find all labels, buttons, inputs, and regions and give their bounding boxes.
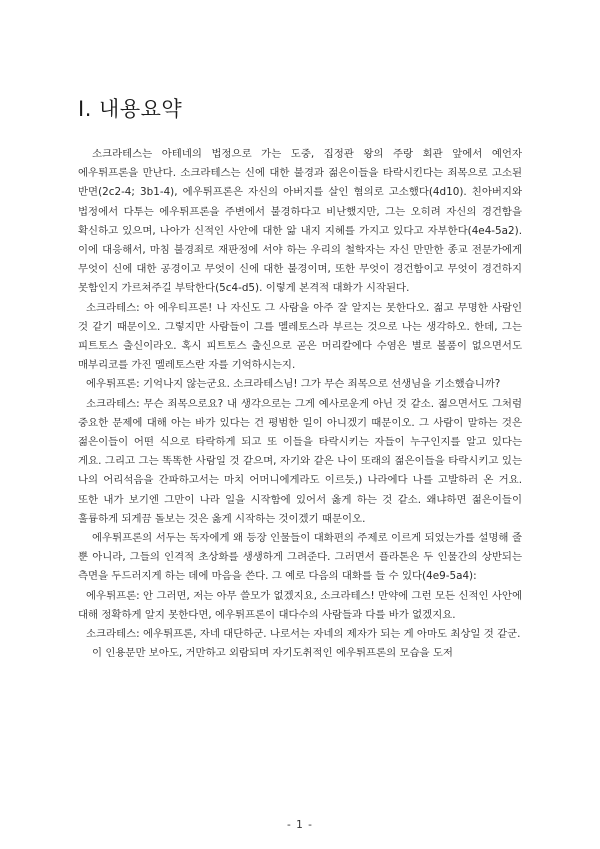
paragraph-euthyphro-quote-2: 에우튀프론: 안 그러면, 저는 아무 쓸모가 없겠지요, 소크라테스! 만약에 그런 모든 신적인 사안에 대해 정확하게 알지 못한다면, 에우튀프론이 대다수의 사람들과 다를 바가 없겠지요. [78, 589, 522, 621]
document-body [78, 145, 522, 663]
paragraph-socrates-quote-2: 소크라테스: 무슨 죄목으로요? 내 생각으로는 그게 예사로운게 아닌 것 같소. 젊으면서도 그처럼 중요한 문제에 대해 아는 바가 있다는 건 평범한 일이 아니겠기 때문이오. 그 사람이 말하는 것은 젊은이들이 어떤 식으로 타락하게 되고 또 이들을 타락시키는 자들이 누구인지를 알고 있다는 게요. 그리고 그는 똑똑한 사람일 것 같으며, 자기와 같은 나이 또래의 젊은이들을 타락시키고 있는 나의 어리석음을 간파하고서는 마치 어머니에게라도 이르듯,) 나라에다 나를 고발하러 온 거요. 또한 내가 보기엔 그만이 나라 일을 시작함에 있어서 옳게 하는 것 같소. 왜냐하면 젊은이들이 훌륭하게 되게끔 돌보는 것은 옳게 시작하는 것이겠기 때문이오. [78, 397, 522, 525]
paragraph-euthyphro-quote-1: 에우튀프론: 기억나지 않는군요. 소크라테스님! 그가 무슨 죄목으로 선생님을 기소했습니까? [86, 378, 501, 391]
paragraph-commentary: 에우튀프론의 서두는 독자에게 왜 등장 인물들이 대화편의 주제로 이르게 되었는가를 설명해 줄 뿐 아니라, 그들의 인격적 초상화를 생생하게 그려준다. 그러면서 플라톤은 두 인물간의 상반되는 측면을 두드러지게 하는 데에 마음을 쓴다. 그 예로 다음의 대화를 들 수 있다(4e9-5a4): [78, 532, 522, 583]
paragraph-summary-intro: 소크라테스는 아테네의 법정으로 가는 도중, 집정관 왕의 주랑 회관 앞에서 예언자 에우튀프론을 만난다. 소크라테스는 신에 대한 불경과 젊은이들을 타락시킨다는 죄목으로 고소된 반면(2c2-4; 3b1-4), 에우튀프론은 자신의 아버지를 살인 혐의로 고소했다(4d10). 친아버지와 법정에서 다투는 에우튀프론을 주변에서 불경하다고 비난했지만, 그는 오히려 자신의 경건함을 확신하고 있으며, 나아가 신적인 사안에 대한 앎 내지 지혜를 가지고 있다고 자부한다(4e4-5a2). 이에 대응해서, 마침 불경죄로 재판정에 서야 하는 우리의 철학자는 자신 만만한 종교 전문가에게 무엇이 신에 대한 공경이고 무엇이 신에 대한 불경이며, 또한 무엇이 경건함이고 무엇이 경건하지 못함인지 가르쳐주길 부탁한다(5c4-d5). 이렇게 본격적 대화가 시작된다. [78, 148, 522, 295]
paragraph-socrates-quote-1: 소크라테스: 아 에우티프론! 나 자신도 그 사람을 아주 잘 알지는 못한다오. 젊고 무명한 사람인 것 같기 때문이오. 그렇지만 사람들이 그를 멜레토스라 부르는 것으로 나는 생각하오. 한데, 그는 피트토스 출신이라오. 혹시 피트토스 출신으로 곧은 머리칼에다 수염은 별로 볼품이 없으면서도 매부리코를 가진 멜레토스란 자를 기억하시는지. [78, 301, 522, 372]
section-heading: I. 내용요약 [78, 97, 183, 121]
paragraph-socrates-quote-3: 소크라테스: 에우튀프론, 자네 대단하군. 나로서는 자네의 제자가 되는 게 아마도 최상일 것 같군. [86, 628, 521, 641]
paragraph-closing: 이 인용문만 보아도, 거만하고 외람되며 자기도취적인 에우튀프론의 모습을 도저 [92, 647, 453, 660]
page-number: - 1 - [287, 819, 313, 831]
